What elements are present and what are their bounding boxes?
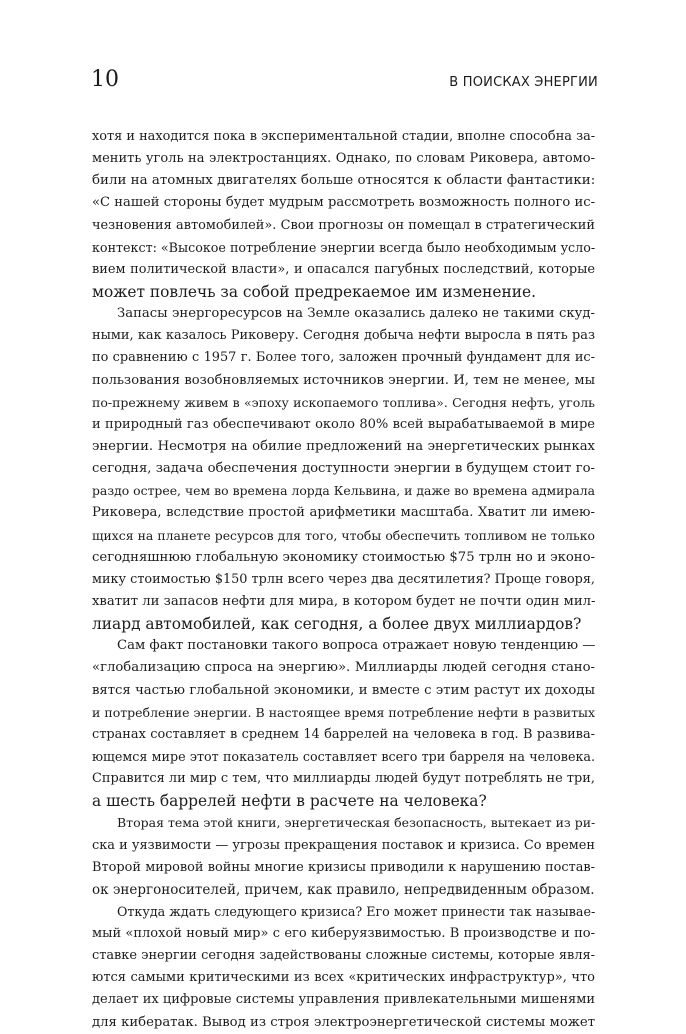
text-line: менить уголь на электростанциях. Однако, по словам Риковера, автомо- [92, 151, 595, 167]
text-line: щихся на планете ресурсов для того, чтобы обеспечить топливом не только [92, 527, 595, 543]
text-line: сегодня, задача обеспечения доступности энергии в будущем стоит го- [92, 461, 595, 477]
text-line: чезновения автомобилей». Свои прогнозы он помещал в стратегический [92, 217, 595, 233]
paragraph [92, 126, 595, 303]
text-line: били на атомных двигателях больше относятся к области фантастики: [92, 173, 596, 189]
paragraph [92, 901, 595, 1034]
text-line: пользования возобновляемых источников энергии. И, тем не менее, мы [92, 372, 595, 388]
paragraph [92, 303, 595, 635]
text-line: по-прежнему живем в «эпоху ископаемого топлива». Сегодня нефть, уголь [92, 394, 595, 410]
paragraph [92, 812, 595, 901]
text-line: Второй мировой войны многие кризисы приводили к нарушению постав- [92, 859, 595, 875]
text-line: сегодняшнюю глобальную экономику стоимостью $75 трлн но и эконо- [92, 549, 595, 565]
text-line: лиард автомобилей, как сегодня, а более двух миллиардов? [92, 615, 582, 634]
body-text [92, 126, 595, 1034]
text-line: хотя и находится пока в экспериментальной стадии, вполне способна за- [92, 129, 596, 144]
text-line: энергии. Несмотря на обилие предложений на энергетических рынках [92, 438, 595, 454]
text-line: вием политической власти», и опасался пагубных последствий, которые [92, 261, 595, 277]
text-line: «глобализацию спроса на энергию». Миллиарды людей сегодня стано- [92, 660, 595, 676]
text-line: Сам факт постановки такого вопроса отражает новую тенденцию — [117, 638, 596, 654]
text-line: ющемся мире этот показатель составляет всего три барреля на человека. [92, 748, 595, 764]
running-head: В ПОИСКАХ ЭНЕРГИИ [449, 75, 598, 90]
text-line: Справится ли мир с тем, что миллиарды людей будут потреблять не три, [92, 771, 595, 787]
text-line: для кибератак. Вывод из строя электроэнергетической системы может [92, 1014, 595, 1030]
text-line: Вторая тема этой книги, энергетическая безопасность, вытекает из ри- [117, 815, 596, 831]
text-line: хватит ли запасов нефти для мира, в котором будет не почти один мил- [92, 593, 596, 609]
text-line: Риковера, вследствие простой арифметики масштаба. Хватит ли имею- [92, 505, 595, 521]
text-line: может повлечь за собой предрекаемое им изменение. [92, 282, 536, 301]
text-line: контекст: «Высокое потребление энергии всегда было необходимым усло- [92, 239, 596, 255]
text-line: мый «плохой новый мир» с его киберуязвимостью. В производстве и по- [92, 926, 595, 942]
text-line: вятся частью глобальной экономики, и вместе с этим растут их доходы [92, 682, 595, 698]
text-line: «С нашей стороны будет мудрым рассмотреть возможность полного ис- [92, 195, 595, 211]
text-line: по сравнению с 1957 г. Более того, заложен прочный фундамент для ис- [92, 350, 595, 366]
text-line: а шесть баррелей нефти в расчете на человека? [92, 792, 487, 811]
text-line: ными, как казалось Риковеру. Сегодня добыча нефти выросла в пять раз [92, 328, 595, 344]
text-line: ска и уязвимости — угрозы прекращения поставок и кризиса. Со времен [92, 837, 595, 853]
text-line: и потребление энергии. В настоящее время потребление нефти в развитых [92, 704, 595, 720]
text-line: мику стоимостью $150 трлн всего через два десятилетия? Проще говоря, [92, 571, 595, 587]
text-line: раздо острее, чем во времена лорда Кельвина, и даже во времена адмирала [92, 483, 595, 499]
text-line: ок энергоносителей, причем, как правило, непредвиденным образом. [92, 881, 595, 898]
text-line: делает их цифровые системы управления привлекательными мишенями [92, 992, 595, 1008]
page-number: 10 [91, 67, 119, 92]
text-line: странах составляет в среднем 14 баррелей на человека в год. В развива- [92, 726, 595, 742]
text-line: ются самыми критическими из всех «критических инфраструктур», что [92, 970, 595, 986]
text-line: и природный газ обеспечивают около 80% всей вырабатываемой в мире [92, 416, 595, 432]
paragraph [92, 635, 595, 812]
text-line: ставке энергии сегодня задействованы сложные системы, которые явля- [92, 948, 595, 964]
text-line: Запасы энергоресурсов на Земле оказались далеко не такими скуд- [117, 306, 595, 322]
text-line: Откуда ждать следующего кризиса? Его может принести так называе- [117, 903, 596, 919]
